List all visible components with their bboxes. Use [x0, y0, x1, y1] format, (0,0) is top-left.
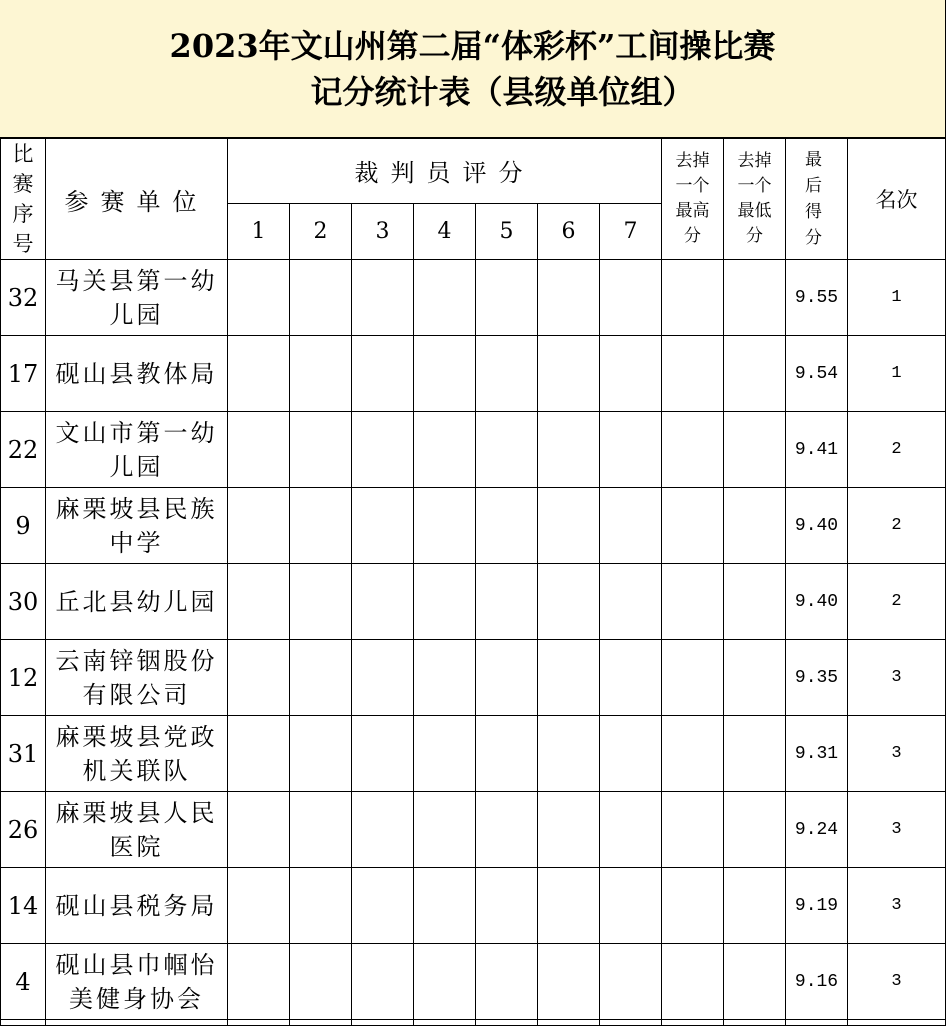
- drop-high-cell: [662, 412, 724, 488]
- judge-score-cell: [476, 792, 538, 868]
- judge-score-cell: [290, 868, 352, 944]
- match-no-cell: 9: [1, 488, 46, 564]
- match-no-cell: 30: [1, 564, 46, 640]
- drop-high-cell: [662, 716, 724, 792]
- unit-name: 麻栗坡县民族中学: [55, 494, 218, 557]
- table-row: [1, 792, 946, 868]
- final-score-cell: 9.40: [786, 564, 848, 640]
- header-judges: 裁判员评分: [228, 139, 662, 204]
- empty-cell: [786, 1020, 848, 1026]
- judge-score-cell: [352, 792, 414, 868]
- drop-high-cell: [662, 260, 724, 336]
- rank-cell: 1: [848, 336, 946, 412]
- final-score-cell: 9.16: [786, 944, 848, 1020]
- header-match-no: [1, 139, 46, 260]
- header-drop-high: [662, 139, 724, 260]
- match-no-cell: 26: [1, 792, 46, 868]
- drop-low-cell: [724, 336, 786, 412]
- judge-score-cell: [600, 564, 662, 640]
- judge-score-cell: [228, 792, 290, 868]
- judge-score-cell: [538, 868, 600, 944]
- unit-name: 麻栗坡县人民医院: [55, 798, 218, 861]
- judge-score-cell: [476, 336, 538, 412]
- empty-cell: [662, 1020, 724, 1026]
- judge-score-cell: [414, 944, 476, 1020]
- unit-cell: [46, 716, 228, 792]
- table-row: [1, 336, 946, 412]
- judge-score-cell: [600, 488, 662, 564]
- match-no-cell: 31: [1, 716, 46, 792]
- drop-low-cell: [724, 488, 786, 564]
- judge-score-cell: [600, 260, 662, 336]
- judge-score-cell: [414, 564, 476, 640]
- final-score-cell: 9.41: [786, 412, 848, 488]
- table-row: [1, 488, 946, 564]
- judge-score-cell: [538, 260, 600, 336]
- final-score-cell: 9.40: [786, 488, 848, 564]
- title-line-2: 记分统计表（县级单位组）: [310, 72, 695, 111]
- header-drop-high-label: 去掉一个最高分: [675, 151, 710, 246]
- rank-cell: 3: [848, 640, 946, 716]
- judge-score-cell: [538, 944, 600, 1020]
- table-row: [1, 716, 946, 792]
- title-line-1: 2023年文山州第二届“体彩杯”工间操比赛: [169, 26, 776, 65]
- unit-name: 砚山县教体局: [55, 359, 218, 388]
- unit-cell: [46, 488, 228, 564]
- score-rows: [1, 260, 946, 1026]
- judge-score-cell: [476, 868, 538, 944]
- judge-score-cell: [538, 564, 600, 640]
- final-score-cell: 9.24: [786, 792, 848, 868]
- drop-low-cell: [724, 412, 786, 488]
- drop-low-cell: [724, 792, 786, 868]
- judge-score-cell: [600, 944, 662, 1020]
- rank-cell: 3: [848, 792, 946, 868]
- header-drop-low: [724, 139, 786, 260]
- judge-score-cell: [290, 564, 352, 640]
- drop-low-cell: [724, 564, 786, 640]
- judge-score-cell: [476, 944, 538, 1020]
- empty-cell: [848, 1020, 946, 1026]
- empty-cell: [414, 1020, 476, 1026]
- judge-score-cell: [228, 260, 290, 336]
- judge-score-cell: [290, 488, 352, 564]
- header-unit: 参赛单位: [46, 139, 228, 260]
- judge-score-cell: [290, 944, 352, 1020]
- rank-cell: 1: [848, 260, 946, 336]
- rank-cell: 3: [848, 944, 946, 1020]
- match-no-cell: 12: [1, 640, 46, 716]
- judge-score-cell: [290, 412, 352, 488]
- judge-number: 1: [228, 203, 290, 259]
- unit-name: 云南锌铟股份有限公司: [55, 646, 218, 709]
- judge-number: 6: [538, 203, 600, 259]
- drop-low-cell: [724, 944, 786, 1020]
- unit-cell: [46, 336, 228, 412]
- judge-score-cell: [476, 488, 538, 564]
- drop-high-cell: [662, 792, 724, 868]
- judge-score-cell: [414, 336, 476, 412]
- final-score-cell: 9.54: [786, 336, 848, 412]
- judge-score-cell: [476, 412, 538, 488]
- unit-name: 砚山县税务局: [55, 891, 218, 920]
- judge-score-cell: [228, 488, 290, 564]
- judge-score-cell: [290, 260, 352, 336]
- judge-score-cell: [476, 716, 538, 792]
- judge-score-cell: [228, 944, 290, 1020]
- unit-name: 麻栗坡县党政机关联队: [55, 722, 218, 785]
- judge-score-cell: [228, 868, 290, 944]
- rank-cell: 3: [848, 716, 946, 792]
- judge-score-cell: [352, 564, 414, 640]
- drop-high-cell: [662, 564, 724, 640]
- judge-number: 2: [290, 203, 352, 259]
- table-row: [1, 260, 946, 336]
- judge-score-cell: [600, 792, 662, 868]
- judge-score-cell: [538, 640, 600, 716]
- judge-score-cell: [600, 868, 662, 944]
- judge-score-cell: [414, 792, 476, 868]
- match-no-cell: 4: [1, 944, 46, 1020]
- drop-high-cell: [662, 336, 724, 412]
- judge-number: 5: [476, 203, 538, 259]
- judge-score-cell: [228, 716, 290, 792]
- judge-score-cell: [600, 412, 662, 488]
- rank-cell: 2: [848, 488, 946, 564]
- unit-cell: [46, 260, 228, 336]
- judge-score-cell: [476, 640, 538, 716]
- header-drop-low-label: 去掉一个最低分: [737, 151, 772, 246]
- judge-score-cell: [352, 716, 414, 792]
- match-no-cell: 32: [1, 260, 46, 336]
- unit-name: 文山市第一幼儿园: [55, 418, 218, 481]
- match-no-cell: 17: [1, 336, 46, 412]
- judge-score-cell: [352, 488, 414, 564]
- drop-high-cell: [662, 488, 724, 564]
- judge-score-cell: [414, 260, 476, 336]
- judge-score-cell: [414, 716, 476, 792]
- match-no-cell: 14: [1, 868, 46, 944]
- unit-name: 丘北县幼儿园: [55, 587, 218, 616]
- unit-cell: [46, 868, 228, 944]
- final-score-cell: 9.31: [786, 716, 848, 792]
- judge-number: 3: [352, 203, 414, 259]
- judge-score-cell: [538, 716, 600, 792]
- judge-score-cell: [228, 640, 290, 716]
- judge-score-cell: [352, 336, 414, 412]
- empty-cell: [600, 1020, 662, 1026]
- unit-cell: [46, 792, 228, 868]
- judge-score-cell: [538, 488, 600, 564]
- final-score-cell: 9.55: [786, 260, 848, 336]
- unit-cell: [46, 640, 228, 716]
- unit-cell: [46, 412, 228, 488]
- empty-cell: [352, 1020, 414, 1026]
- judge-score-cell: [352, 260, 414, 336]
- drop-high-cell: [662, 868, 724, 944]
- final-score-cell: 9.35: [786, 640, 848, 716]
- empty-cell: [538, 1020, 600, 1026]
- unit-name: 砚山县巾帼怡美健身协会: [55, 950, 218, 1013]
- judge-score-cell: [600, 640, 662, 716]
- judge-score-cell: [352, 868, 414, 944]
- header-match-no-label: 比赛序号: [12, 142, 34, 256]
- judge-score-cell: [414, 488, 476, 564]
- empty-cell: [724, 1020, 786, 1026]
- judge-score-cell: [476, 564, 538, 640]
- judge-score-cell: [228, 564, 290, 640]
- rank-cell: 3: [848, 868, 946, 944]
- header-final-score: [786, 139, 848, 260]
- drop-low-cell: [724, 640, 786, 716]
- judge-score-cell: [414, 412, 476, 488]
- judge-score-cell: [352, 640, 414, 716]
- judge-score-cell: [414, 640, 476, 716]
- drop-low-cell: [724, 260, 786, 336]
- table-row: [1, 944, 946, 1020]
- empty-cell: [46, 1020, 228, 1026]
- unit-cell: [46, 564, 228, 640]
- judge-score-cell: [600, 716, 662, 792]
- judge-score-cell: [290, 792, 352, 868]
- table-row: [1, 868, 946, 944]
- header-final-score-label: 最后得分: [805, 150, 828, 248]
- judge-score-cell: [290, 336, 352, 412]
- judge-score-cell: [228, 336, 290, 412]
- judge-number: 4: [414, 203, 476, 259]
- score-table: [0, 138, 946, 1026]
- table-row: [1, 564, 946, 640]
- judge-score-cell: [476, 260, 538, 336]
- judge-score-cell: [228, 412, 290, 488]
- match-no-cell: 22: [1, 412, 46, 488]
- table-row-cut-off: [1, 1020, 946, 1026]
- drop-low-cell: [724, 868, 786, 944]
- judge-score-cell: [538, 412, 600, 488]
- table-row: [1, 412, 946, 488]
- unit-name: 马关县第一幼儿园: [55, 266, 218, 329]
- judge-score-cell: [538, 336, 600, 412]
- judge-score-cell: [352, 944, 414, 1020]
- judge-score-cell: [538, 792, 600, 868]
- unit-cell: [46, 944, 228, 1020]
- judge-number: 7: [600, 203, 662, 259]
- drop-high-cell: [662, 944, 724, 1020]
- empty-cell: [1, 1020, 46, 1026]
- rank-cell: 2: [848, 412, 946, 488]
- judge-score-cell: [352, 412, 414, 488]
- header-rank: 名次: [848, 139, 946, 260]
- title-block: [0, 0, 946, 138]
- table-row: [1, 640, 946, 716]
- drop-high-cell: [662, 640, 724, 716]
- empty-cell: [476, 1020, 538, 1026]
- judge-score-cell: [290, 716, 352, 792]
- judge-score-cell: [290, 640, 352, 716]
- rank-cell: 2: [848, 564, 946, 640]
- drop-low-cell: [724, 716, 786, 792]
- empty-cell: [228, 1020, 290, 1026]
- empty-cell: [290, 1020, 352, 1026]
- judge-score-cell: [600, 336, 662, 412]
- judge-score-cell: [414, 868, 476, 944]
- final-score-cell: 9.19: [786, 868, 848, 944]
